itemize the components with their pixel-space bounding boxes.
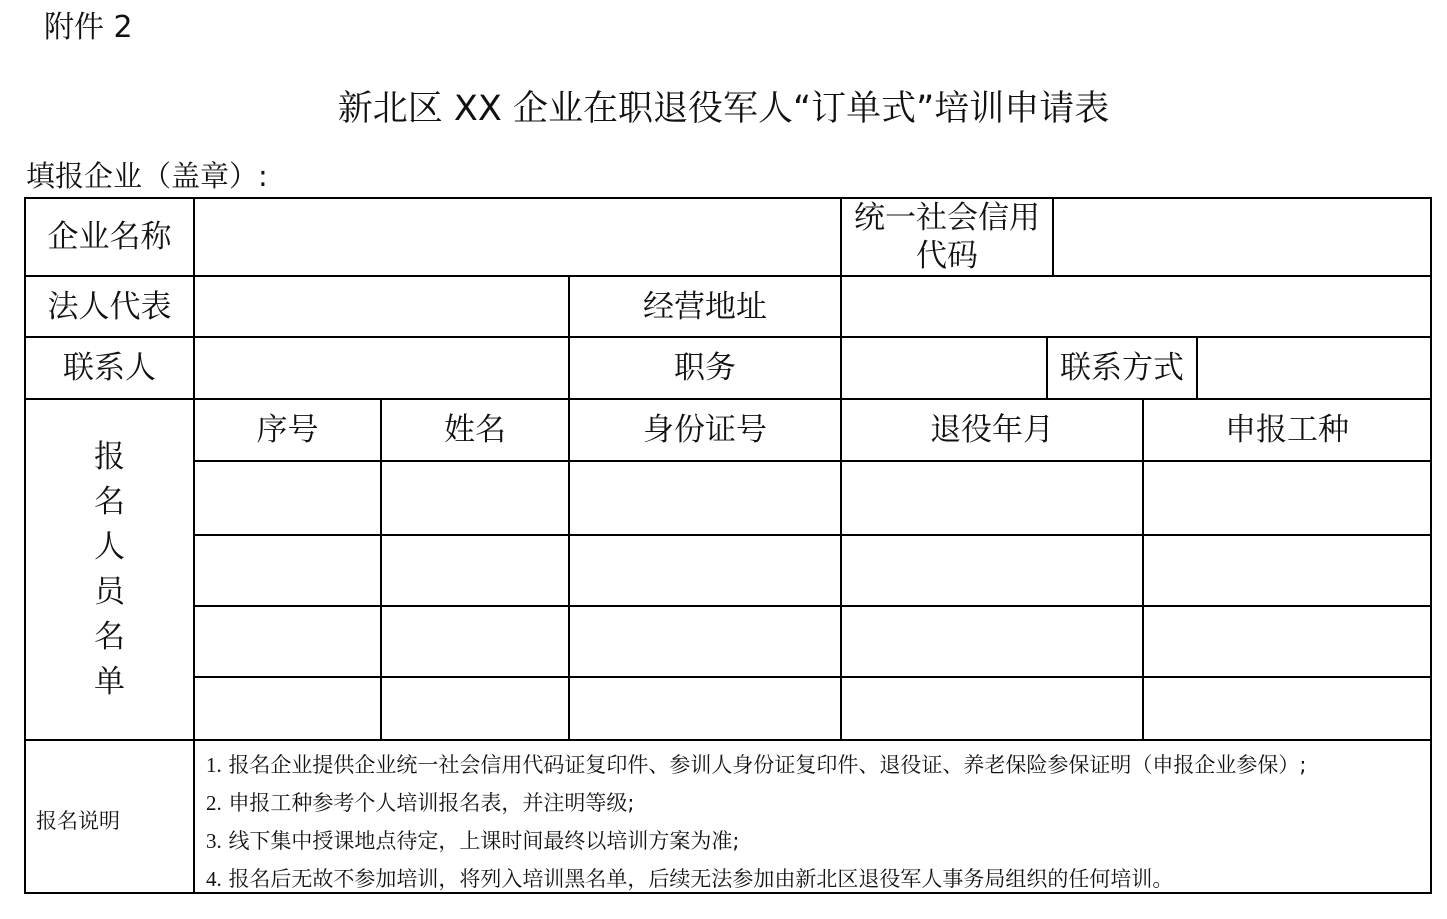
- notes-label: 报名说明: [36, 809, 120, 833]
- note-item: 2. 申报工种参考个人培训报名表，并注明等级;: [206, 791, 635, 815]
- serial-cell[interactable]: [195, 607, 380, 676]
- contact-method-field[interactable]: [1198, 338, 1430, 398]
- address-label: 经营地址: [643, 288, 767, 325]
- discharge-date-cell[interactable]: [842, 536, 1142, 605]
- note-item: 4. 报名后无故不参加培训，将列入培训黑名单，后续无法参加由新北区退役军人事务局组织的任何培训。: [206, 867, 1174, 891]
- roster-label-char: 员: [94, 573, 125, 610]
- company-name-label: 企业名称: [47, 219, 172, 255]
- serial-cell[interactable]: [195, 462, 380, 534]
- column-header-discharge-date: 退役年月: [930, 412, 1054, 448]
- credit-code-label: [842, 199, 1052, 275]
- name-cell[interactable]: [382, 607, 568, 676]
- name-cell[interactable]: [382, 462, 568, 534]
- contact-person-field[interactable]: [195, 338, 568, 398]
- position-field[interactable]: [842, 338, 1046, 398]
- discharge-date-cell[interactable]: [842, 607, 1142, 676]
- roster-section-label: [26, 400, 193, 739]
- name-cell[interactable]: [382, 536, 568, 605]
- roster-label-char: 名: [94, 618, 125, 655]
- form-title: 新北区 XX 企业在职退役军人“订单式”培训申请表: [337, 89, 1110, 129]
- roster-label-char: 人: [94, 528, 125, 565]
- notes-list: [206, 746, 1426, 898]
- contact-method-label: 联系方式: [1060, 350, 1184, 386]
- column-header-serial: 序号: [256, 412, 319, 448]
- name-cell[interactable]: [382, 678, 568, 739]
- serial-cell[interactable]: [195, 678, 380, 739]
- legal-rep-field[interactable]: [195, 277, 568, 336]
- id-number-cell[interactable]: [570, 678, 840, 739]
- credit-code-label-line2: 代码: [916, 238, 978, 274]
- credit-code-field[interactable]: [1054, 199, 1430, 275]
- discharge-date-cell[interactable]: [842, 678, 1142, 739]
- company-name-field[interactable]: [195, 199, 840, 275]
- filler-company-label: 填报企业（盖章）:: [26, 159, 268, 193]
- address-field[interactable]: [842, 277, 1430, 336]
- id-number-cell[interactable]: [570, 462, 840, 534]
- credit-code-label-line1: 统一社会信用: [854, 200, 1040, 236]
- column-header-name: 姓名: [444, 412, 506, 448]
- roster-label-char: 名: [94, 483, 125, 520]
- id-number-cell[interactable]: [570, 607, 840, 676]
- job-type-cell[interactable]: [1144, 607, 1430, 676]
- discharge-date-cell[interactable]: [842, 462, 1142, 534]
- attachment-number: 附件 2: [44, 10, 133, 45]
- position-label: 职务: [674, 350, 736, 386]
- note-item: 3. 线下集中授课地点待定，上课时间最终以培训方案为准;: [206, 829, 740, 853]
- column-header-id-number: 身份证号: [643, 412, 767, 448]
- job-type-cell[interactable]: [1144, 678, 1430, 739]
- legal-rep-label: 法人代表: [47, 288, 172, 325]
- contact-person-label: 联系人: [63, 350, 156, 386]
- id-number-cell[interactable]: [570, 536, 840, 605]
- roster-label-char: 报: [94, 438, 125, 475]
- note-item: 1. 报名企业提供企业统一社会信用代码证复印件、参训人身份证复印件、退役证、养老保险参保证明（申报企业参保）;: [206, 753, 1307, 777]
- column-header-job-type: 申报工种: [1225, 412, 1349, 448]
- job-type-cell[interactable]: [1144, 536, 1430, 605]
- job-type-cell[interactable]: [1144, 462, 1430, 534]
- roster-label-char: 单: [94, 663, 125, 700]
- serial-cell[interactable]: [195, 536, 380, 605]
